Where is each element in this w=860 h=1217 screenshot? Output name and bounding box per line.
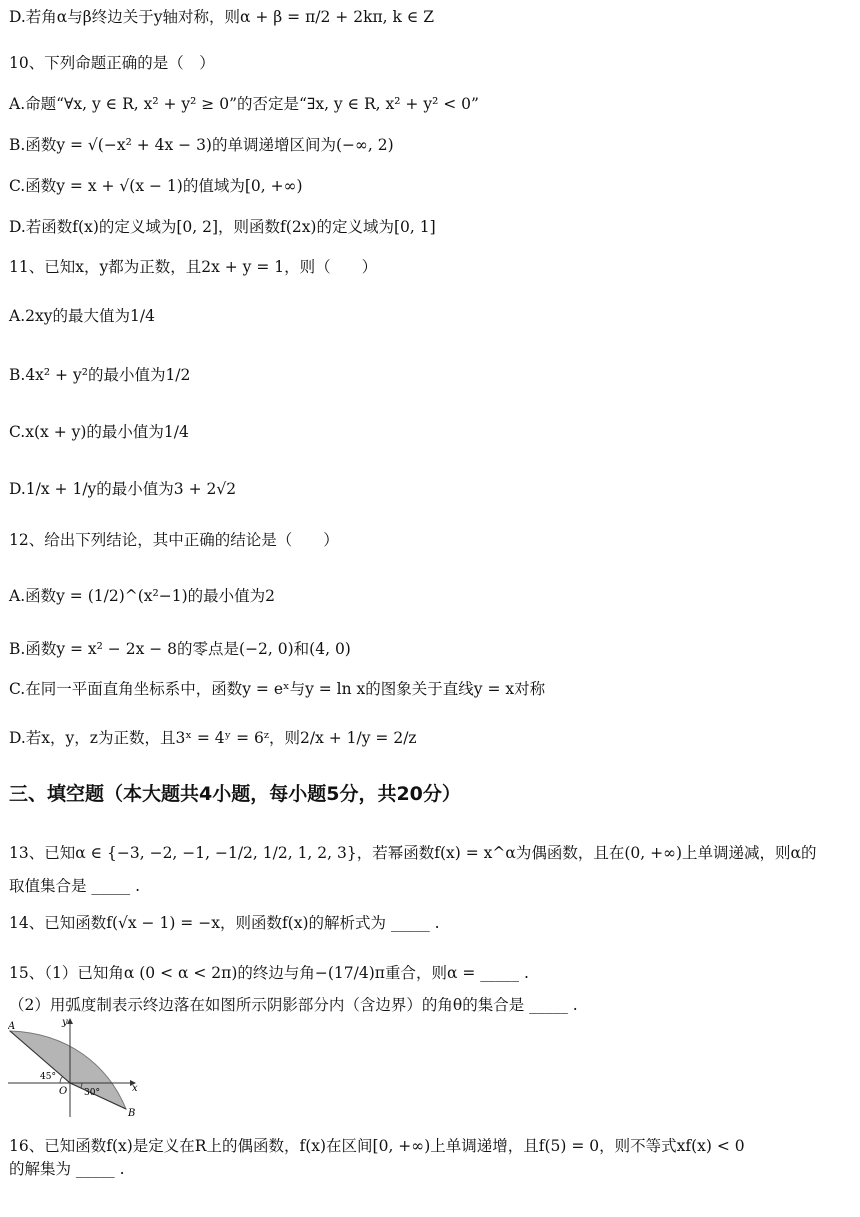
text-line: 取值集合是 _____ . xyxy=(9,877,141,895)
text-line: D.若角α与β终边关于y轴对称，则α + β = π/2 + 2kπ, k ∈ Z xyxy=(9,8,434,26)
text-line: D.若函数f(x)的定义域为[0, 2]，则函数f(2x)的定义域为[0, 1] xyxy=(9,218,436,236)
text-line: C.在同一平面直角坐标系中，函数y = eˣ与y = ln x的图象关于直线y = x对称 xyxy=(9,680,546,698)
text-line: 12、给出下列结论，其中正确的结论是（ ） xyxy=(9,531,339,549)
text-line: 13、已知α ∈ {−3, −2, −1, −1/2, 1/2, 1, 2, 3}，若幂函数f(x) = x^α为偶函数，且在(0, +∞)上单调递减，则α的 xyxy=(9,844,817,862)
section-title: 三、填空题（本大题共4小题，每小题5分，共20分） xyxy=(9,783,461,805)
text-line: B.函数y = √(−x² + 4x − 3)的单调递增区间为(−∞, 2) xyxy=(9,136,394,154)
text-line: B.函数y = x² − 2x − 8的零点是(−2, 0)和(4, 0) xyxy=(9,640,351,658)
label-45: 45° xyxy=(40,1072,56,1082)
label-y: y xyxy=(62,1017,68,1028)
angle-figure xyxy=(8,1013,144,1117)
text-line: 11、已知x，y都为正数，且2x + y = 1，则（ ） xyxy=(9,258,378,276)
text-line: D.若x，y，z为正数，且3ˣ = 4ʸ = 6ᶻ，则2/x + 1/y = 2/z xyxy=(9,729,417,747)
text-line: 14、已知函数f(√x − 1) = −x，则函数f(x)的解析式为 _____ . xyxy=(9,914,440,932)
text-line: B.4x² + y²的最小值为1/2 xyxy=(9,366,191,384)
text-line: A.2xy的最大值为1/4 xyxy=(9,307,155,325)
label-30: 30° xyxy=(84,1088,100,1098)
angle-arc-left xyxy=(60,1077,63,1084)
shaded-region xyxy=(10,1031,126,1109)
text-line: C.x(x + y)的最小值为1/4 xyxy=(9,423,189,441)
text-line: 15、（1）已知角α (0 < α < 2π)的终边与角−(17/4)π重合，则α = _____ . xyxy=(9,964,529,982)
label-b: B xyxy=(128,1108,136,1117)
text-line: A.命题“∀x, y ∈ R, x² + y² ≥ 0”的否定是“∃x, y ∈ R, x² + y² < 0” xyxy=(9,95,479,113)
label-o: O xyxy=(59,1086,68,1097)
text-line: D.1/x + 1/y的最小值为3 + 2√2 xyxy=(9,480,237,498)
text-line: 的解集为 _____ . xyxy=(9,1160,125,1178)
y-axis-arrow xyxy=(67,1018,73,1024)
label-a: A xyxy=(8,1021,16,1032)
text-line: A.函数y = (1/2)^(x²−1)的最小值为2 xyxy=(9,587,276,605)
text-line: 10、下列命题正确的是（ ） xyxy=(9,54,215,72)
text-line: C.函数y = x + √(x − 1)的值域为[0, +∞) xyxy=(9,177,303,195)
text-line: （2）用弧度制表示终边落在如图所示阴影部分内（含边界）的角θ的集合是 _____ . xyxy=(9,996,578,1014)
text-line: 16、已知函数f(x)是定义在R上的偶函数，f(x)在区间[0, +∞)上单调递增，且f(5) = 0，则不等式xf(x) < 0 xyxy=(9,1137,745,1155)
label-x: x xyxy=(132,1083,138,1094)
